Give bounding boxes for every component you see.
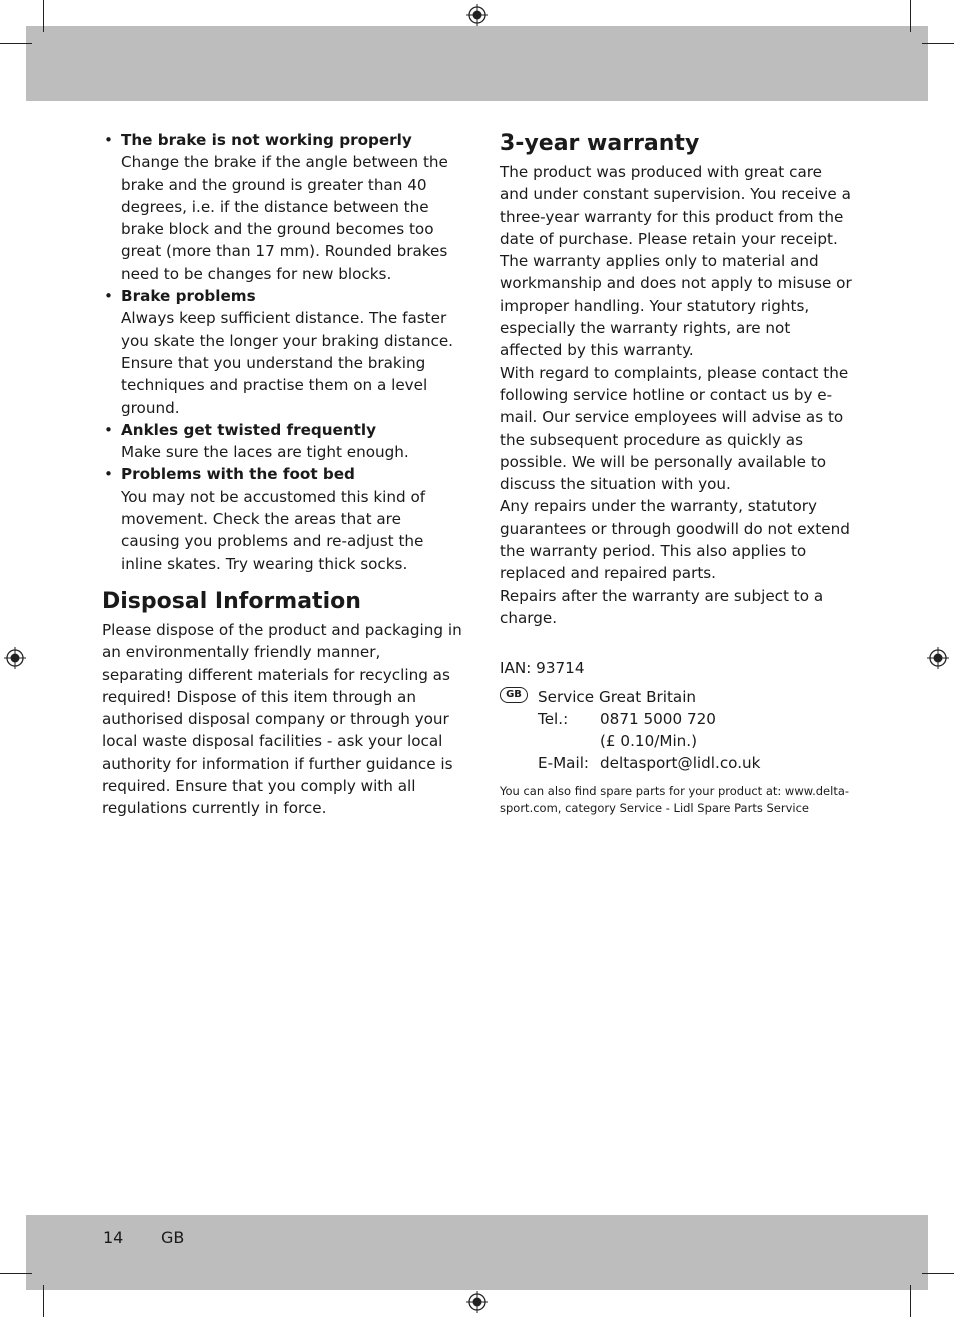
email-row: [500, 752, 852, 774]
issue-title: Ankles get twisted frequently: [121, 420, 377, 439]
warranty-paragraph: The product was produced with great care and under constant supervision. You receive a three-year warranty for this product from the date of purchase. Please retain your receipt.: [500, 163, 851, 248]
warranty-paragraph: The warranty applies only to material and workmanship and does not apply to misuse or improper handling. Your statutory rights, especially the warranty rights, are not affected by this warranty.: [500, 252, 852, 360]
disposal-heading: Disposal Information: [102, 588, 361, 614]
rate-row: [500, 730, 852, 752]
bullet-icon: •: [104, 465, 113, 484]
issue-text: Change the brake if the angle between the brake and the ground is greater than 40 degrees, i.e. if the distance between the brake block and the ground becomes too great (more than 17 mm). Rounded brakes need to be changes for new blocks.: [121, 153, 448, 283]
issue-text: You may not be accustomed this kind of movement. Check the areas that are causing you problems and re-adjust the inline skates. Try wearing thick socks.: [121, 487, 426, 573]
registration-mark-icon: [4, 647, 26, 669]
ian-number: IAN: 93714: [500, 659, 585, 678]
troubleshooting-list: [102, 129, 462, 575]
page-number: 14: [103, 1228, 124, 1247]
issue-title: Problems with the foot bed: [121, 465, 355, 484]
issue-text: Make sure the laces are tight enough.: [121, 443, 409, 462]
email-label: E-Mail:: [538, 754, 590, 773]
issue-title: The brake is not working properly: [121, 131, 412, 149]
warranty-heading: 3-year warranty: [500, 131, 700, 156]
email-address: deltasport@lidl.co.uk: [600, 754, 761, 773]
warranty-paragraph: Any repairs under the warranty, statutory guarantees or through goodwill do not extend the warranty period. This also applies to replaced and repaired parts.: [500, 497, 850, 583]
spare-parts-note: You can also find spare parts for your product at: www.delta-sport.com, category Service - Lidl Spare Parts Service: [500, 783, 850, 816]
warranty-paragraph: Repairs after the warranty are subject to a charge.: [500, 586, 824, 627]
warranty-paragraph: With regard to complaints, please contact the following service hotline or contact us by e-mail. Our service employees will advise as to the subsequent procedure as quickly as possible. We will be personally available to discuss the situation with you.: [500, 363, 849, 494]
list-item: [102, 285, 462, 419]
bullet-icon: •: [104, 287, 113, 306]
call-rate: (£ 0.10/Min.): [600, 732, 698, 751]
footer-band: [26, 1215, 928, 1290]
service-name: Service Great Britain: [538, 687, 697, 706]
header-band: [26, 26, 928, 101]
service-contact: [500, 686, 852, 775]
list-item: [102, 463, 462, 574]
tel-number: 0871 5000 720: [600, 709, 716, 728]
registration-mark-icon: [466, 4, 488, 26]
disposal-text: Please dispose of the product and packaging in an environmentally friendly manner, separating different materials for recycling as required! Dispose of this item through an authorised disposal company or through your local waste disposal facilities - ask your local authority for information if further guidance is required. Ensure that you comply with all regulations currently in force.: [102, 620, 462, 818]
registration-mark-icon: [466, 1291, 488, 1313]
list-item: [102, 129, 462, 285]
country-badge: GB: [500, 687, 528, 703]
tel-label: Tel.:: [538, 709, 569, 728]
registration-mark-icon: [927, 647, 949, 669]
tel-row: [500, 708, 852, 730]
bullet-icon: •: [104, 420, 113, 439]
right-column: [500, 129, 852, 818]
language-code: GB: [161, 1228, 185, 1247]
left-column: [102, 129, 462, 820]
list-item: [102, 419, 462, 464]
issue-title: Brake problems: [121, 287, 256, 306]
issue-text: Always keep sufficient distance. The faster you skate the longer your braking distance. Ensure that you understand the braking techniques and practise them on a level ground.: [121, 309, 454, 417]
bullet-icon: •: [104, 131, 113, 149]
